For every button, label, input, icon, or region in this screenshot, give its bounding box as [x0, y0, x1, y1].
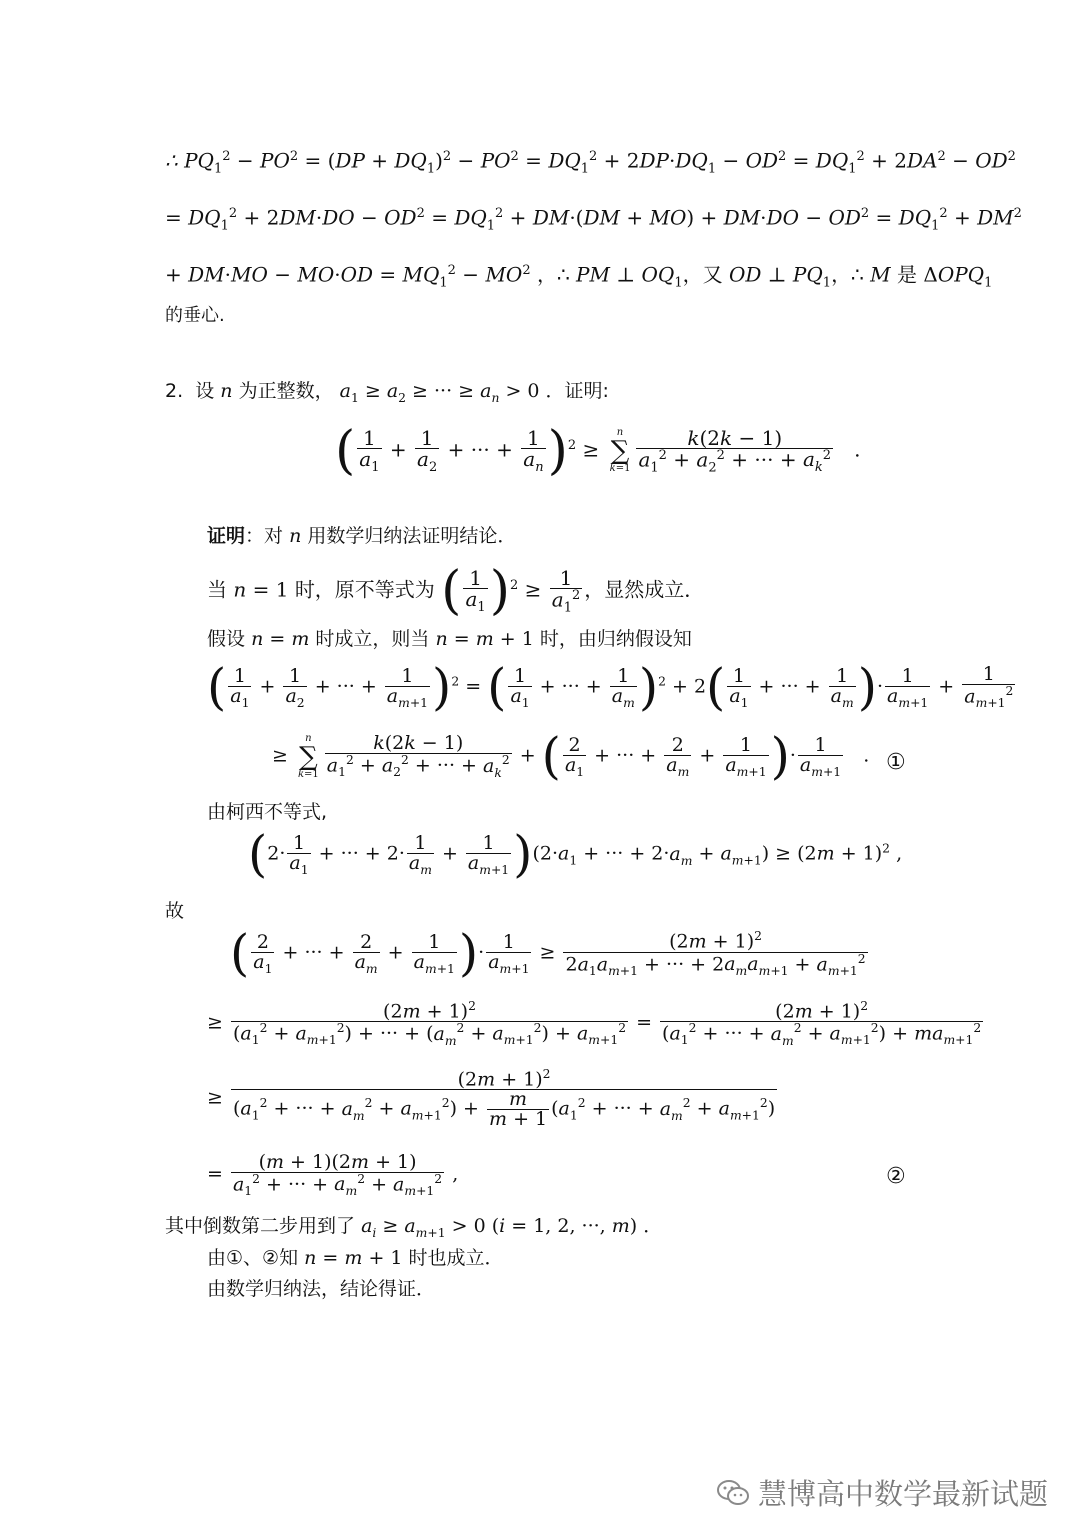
proof-line-1: ∴ $PQ_1^2 - PO^2 = (DP + DQ_1)^2 - PO^2 = DQ_1^2 + 2DP\cdot DQ_1 - OD^2 = DQ_1^2 + 2DA^2 - OD^2$: [165, 148, 1016, 177]
cauchy-intro: 由柯西不等式,: [207, 801, 328, 823]
proof-line-4: 的垂心.: [165, 305, 225, 326]
problem2-inequality: ( $\frac{1}{a_1}$ + $\frac{1}{a_2}$ + ··· + $\frac{1}{a_n}$ )$^2$ ≥ n ∑ k=1 $\frac{k(2k - 1)}{a_1^2 + a_2^2 + \cdot\cdot\cdot + a_k^2}$ .: [335, 421, 861, 481]
solution-label: 证明: [207, 525, 246, 547]
wechat-icon: [716, 1478, 750, 1508]
eq2-line2: ≥ $\frac{(2m + 1)^2}{(a_1^2 + a_{m+1}^2) + \cdot\cdot\cdot + (a_m^2 + a_{m+1}^2) + a_{m+1}^2}$ = $\frac{(2m + 1)^2}{(a_1^2 + \cdot\cdot\cdot + a_m^2 + a_{m+1}^2) + ma_{m+1}^2}$: [207, 999, 982, 1048]
solution-intro: 证明：对 n 用数学归纳法证明结论．: [207, 525, 517, 547]
eq1-line1: ( $\frac{1}{a_1}$ + $\frac{1}{a_2}$ + ··· + $\frac{1}{a_{m+1}}$ )$^2$ = ( $\frac{1}{a_1}$ + ··· + $\frac{1}{a_m}$ )$^2$ + 2( $\frac{1}{a_1}$ + ··· + $\frac{1}{a_m}$ )· $\frac{1}{a_{m+1}}$ + $\frac{1}{a_{m+1}^2}$: [207, 658, 1014, 716]
eq2-line3: ≥ $(2m + 1)^2$ ($a_1^2$ + ··· + $a_m^2 + a_{m+1}^2$) + $\frac{m}{m + 1}$ ($a_1^2$ + ··· + $a_m^2 + a_{m+1}^2$): [207, 1067, 776, 1131]
proof-line-2: = $DQ_1^2 + 2DM\cdot DO - OD^2 = DQ_1^2 + DM\cdot(DM + MO) + DM\cdot DO - OD^2 = DQ_1^2 + DM^2$: [165, 205, 1022, 234]
base-case: 当 n = 1 时，原不等式为 ( $\frac{1}{a_1}$ )$^2$ ≥ $\frac{1}{a_1^2}$ ，显然成立．: [207, 561, 705, 621]
proof-line-3: + $DM\cdot MO - MO\cdot OD = MQ_1^2 - MO^2$ ，∴ PM ⊥ $OQ_1$，又 OD ⊥ $PQ_1$，∴ M 是 $\Delta OPQ_1$: [165, 262, 993, 291]
watermark: [716, 1472, 1048, 1513]
step-note: 其中倒数第二步用到了 $a_i \ge a_{m+1} > 0$ (i = 1, 2, ···, m) ．: [165, 1215, 663, 1240]
eq2-line1: ( $\frac{2}{a_1}$ + ··· + $\frac{2}{a_m}$ + $\frac{1}{a_{m+1}}$ )· $\frac{1}{a_{m+1}}$ ≥ $\frac{(2m + 1)^2}{2a_1a_{m+1} + \cdot\cdot\cdot + 2a_ma_{m+1} + a_{m+1}^2}$: [230, 924, 866, 982]
equation-marker-2: ②: [886, 1164, 906, 1189]
watermark-text: 慧博高中数学最新试题: [757, 1477, 1048, 1511]
eq1-line2: ≥ n ∑ k=1 $\frac{k(2k - 1)}{a_1^2 + a_2^2 + \cdot\cdot\cdot + a_k^2}$ + ( $\frac{2}{a_1}$ + ··· + $\frac{2}{a_m}$ + $\frac{1}{a_{m+1}}$ )· $\frac{1}{a_{m+1}}$ .: [272, 727, 870, 785]
induction-hypothesis: 假设 n = m 时成立，则当 n = m + 1 时，由归纳假设知: [207, 628, 692, 650]
equation-marker-1: ①: [886, 750, 906, 775]
conclusion-2: 由数学归纳法，结论得证．: [207, 1278, 436, 1300]
conclusion-1: 由①、②知 n = m + 1 时也成立．: [207, 1247, 504, 1269]
therefore-label: 故: [165, 900, 185, 922]
eq2-line4: = $\frac{(m + 1)(2m + 1)}{a_1^2 + \cdot\cdot\cdot + a_m^2 + a_{m+1}^2}$ ,: [207, 1151, 459, 1199]
problem2-statement: 2. 设 n 为正整数， $a_1 \ge a_2$ ≥ ··· ≥ $a_n > 0$ ．证明:: [165, 380, 609, 405]
cauchy-inequality: (2· $\frac{1}{a_1}$ + ··· + 2· $\frac{1}{a_m}$ + $\frac{1}{a_{m+1}}$ )($2\cdot a_1$ + ··· + $2\cdot a_m + a_{m+1}) \ge (2m + 1)^2$ ,: [248, 825, 903, 883]
